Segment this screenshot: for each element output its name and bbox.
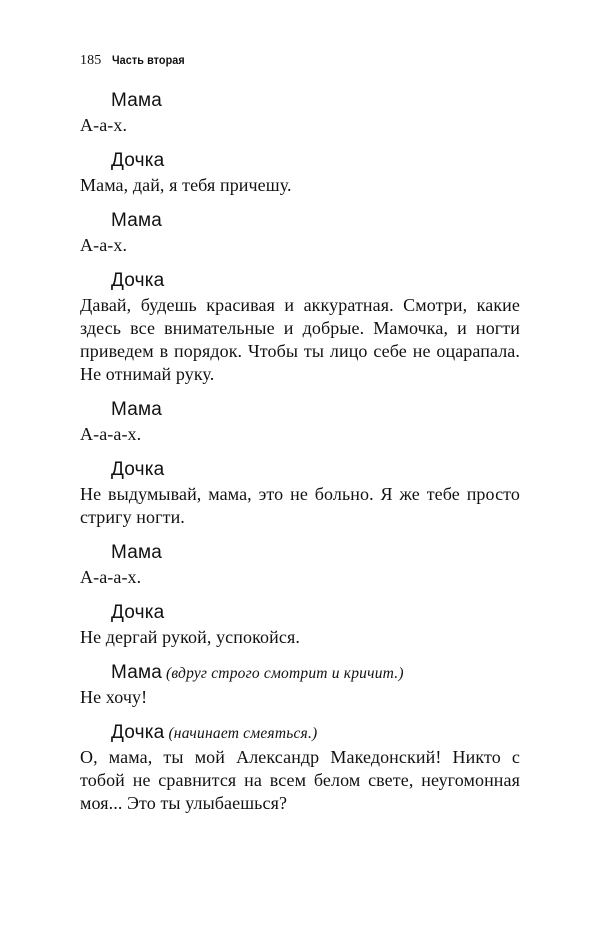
dialogue-block: [80, 268, 520, 386]
dialogue-block: [80, 540, 520, 589]
part-title: Часть вторая: [111, 53, 185, 67]
speaker-name: Дочка: [111, 150, 165, 171]
script-body: [80, 88, 520, 815]
speaker-cue: [111, 540, 520, 566]
dialogue-block: [80, 148, 520, 197]
dialogue-block: [80, 660, 520, 709]
speaker-name: Мама: [111, 210, 163, 231]
stage-direction: (начинает смеяться.): [168, 725, 318, 742]
speaker-name: Мама: [111, 662, 163, 683]
dialogue-line: О, мама, ты мой Александр Македонский! Никто с тобой не сравнится на всем белом свете, неугомонная моя... Это ты улыбаешься?: [80, 747, 520, 813]
dialogue-line: Мама, дай, я тебя причешу.: [80, 175, 292, 195]
dialogue-block: [80, 208, 520, 257]
speaker-name: Дочка: [111, 722, 165, 743]
speaker-name: Мама: [111, 90, 163, 111]
dialogue-block: [80, 88, 520, 137]
dialogue-block: [80, 720, 520, 815]
dialogue-line: А-а-х.: [80, 235, 128, 255]
dialogue-line: А-а-х.: [80, 115, 128, 135]
dialogue-line: Давай, будешь красивая и аккуратная. Смотри, какие здесь все внимательные и добрые. Мамочка, и ногти приведем в порядок. Чтобы ты лицо себе не оцарапала. Не отнимай руку.: [80, 295, 520, 384]
speaker-cue: [111, 148, 520, 174]
speaker-cue: [111, 88, 520, 114]
speaker-cue: [111, 600, 520, 626]
speaker-cue: [111, 397, 520, 423]
dialogue-line: Не хочу!: [80, 687, 148, 707]
speaker-cue: [111, 268, 520, 294]
speaker-cue: [111, 660, 520, 686]
speaker-cue: [111, 208, 520, 234]
dialogue-line: А-а-а-х.: [80, 424, 142, 444]
speaker-cue: [111, 720, 520, 746]
page-number: 185: [80, 53, 102, 68]
speaker-name: Дочка: [111, 270, 165, 291]
speaker-name: Дочка: [111, 602, 165, 623]
dialogue-block: [80, 397, 520, 446]
speaker-name: Мама: [111, 399, 163, 420]
stage-direction: (вдруг строго смотрит и кричит.): [166, 665, 404, 682]
dialogue-line: Не выдумывай, мама, это не больно. Я же тебе просто стригу ногти.: [80, 484, 520, 527]
running-head: [80, 51, 193, 70]
dialogue-line: А-а-а-х.: [80, 567, 142, 587]
dialogue-line: Не дергай рукой, успокойся.: [80, 627, 300, 647]
dialogue-block: [80, 600, 520, 649]
speaker-name: Дочка: [111, 459, 165, 480]
dialogue-block: [80, 457, 520, 529]
speaker-name: Мама: [111, 542, 163, 563]
speaker-cue: [111, 457, 520, 483]
